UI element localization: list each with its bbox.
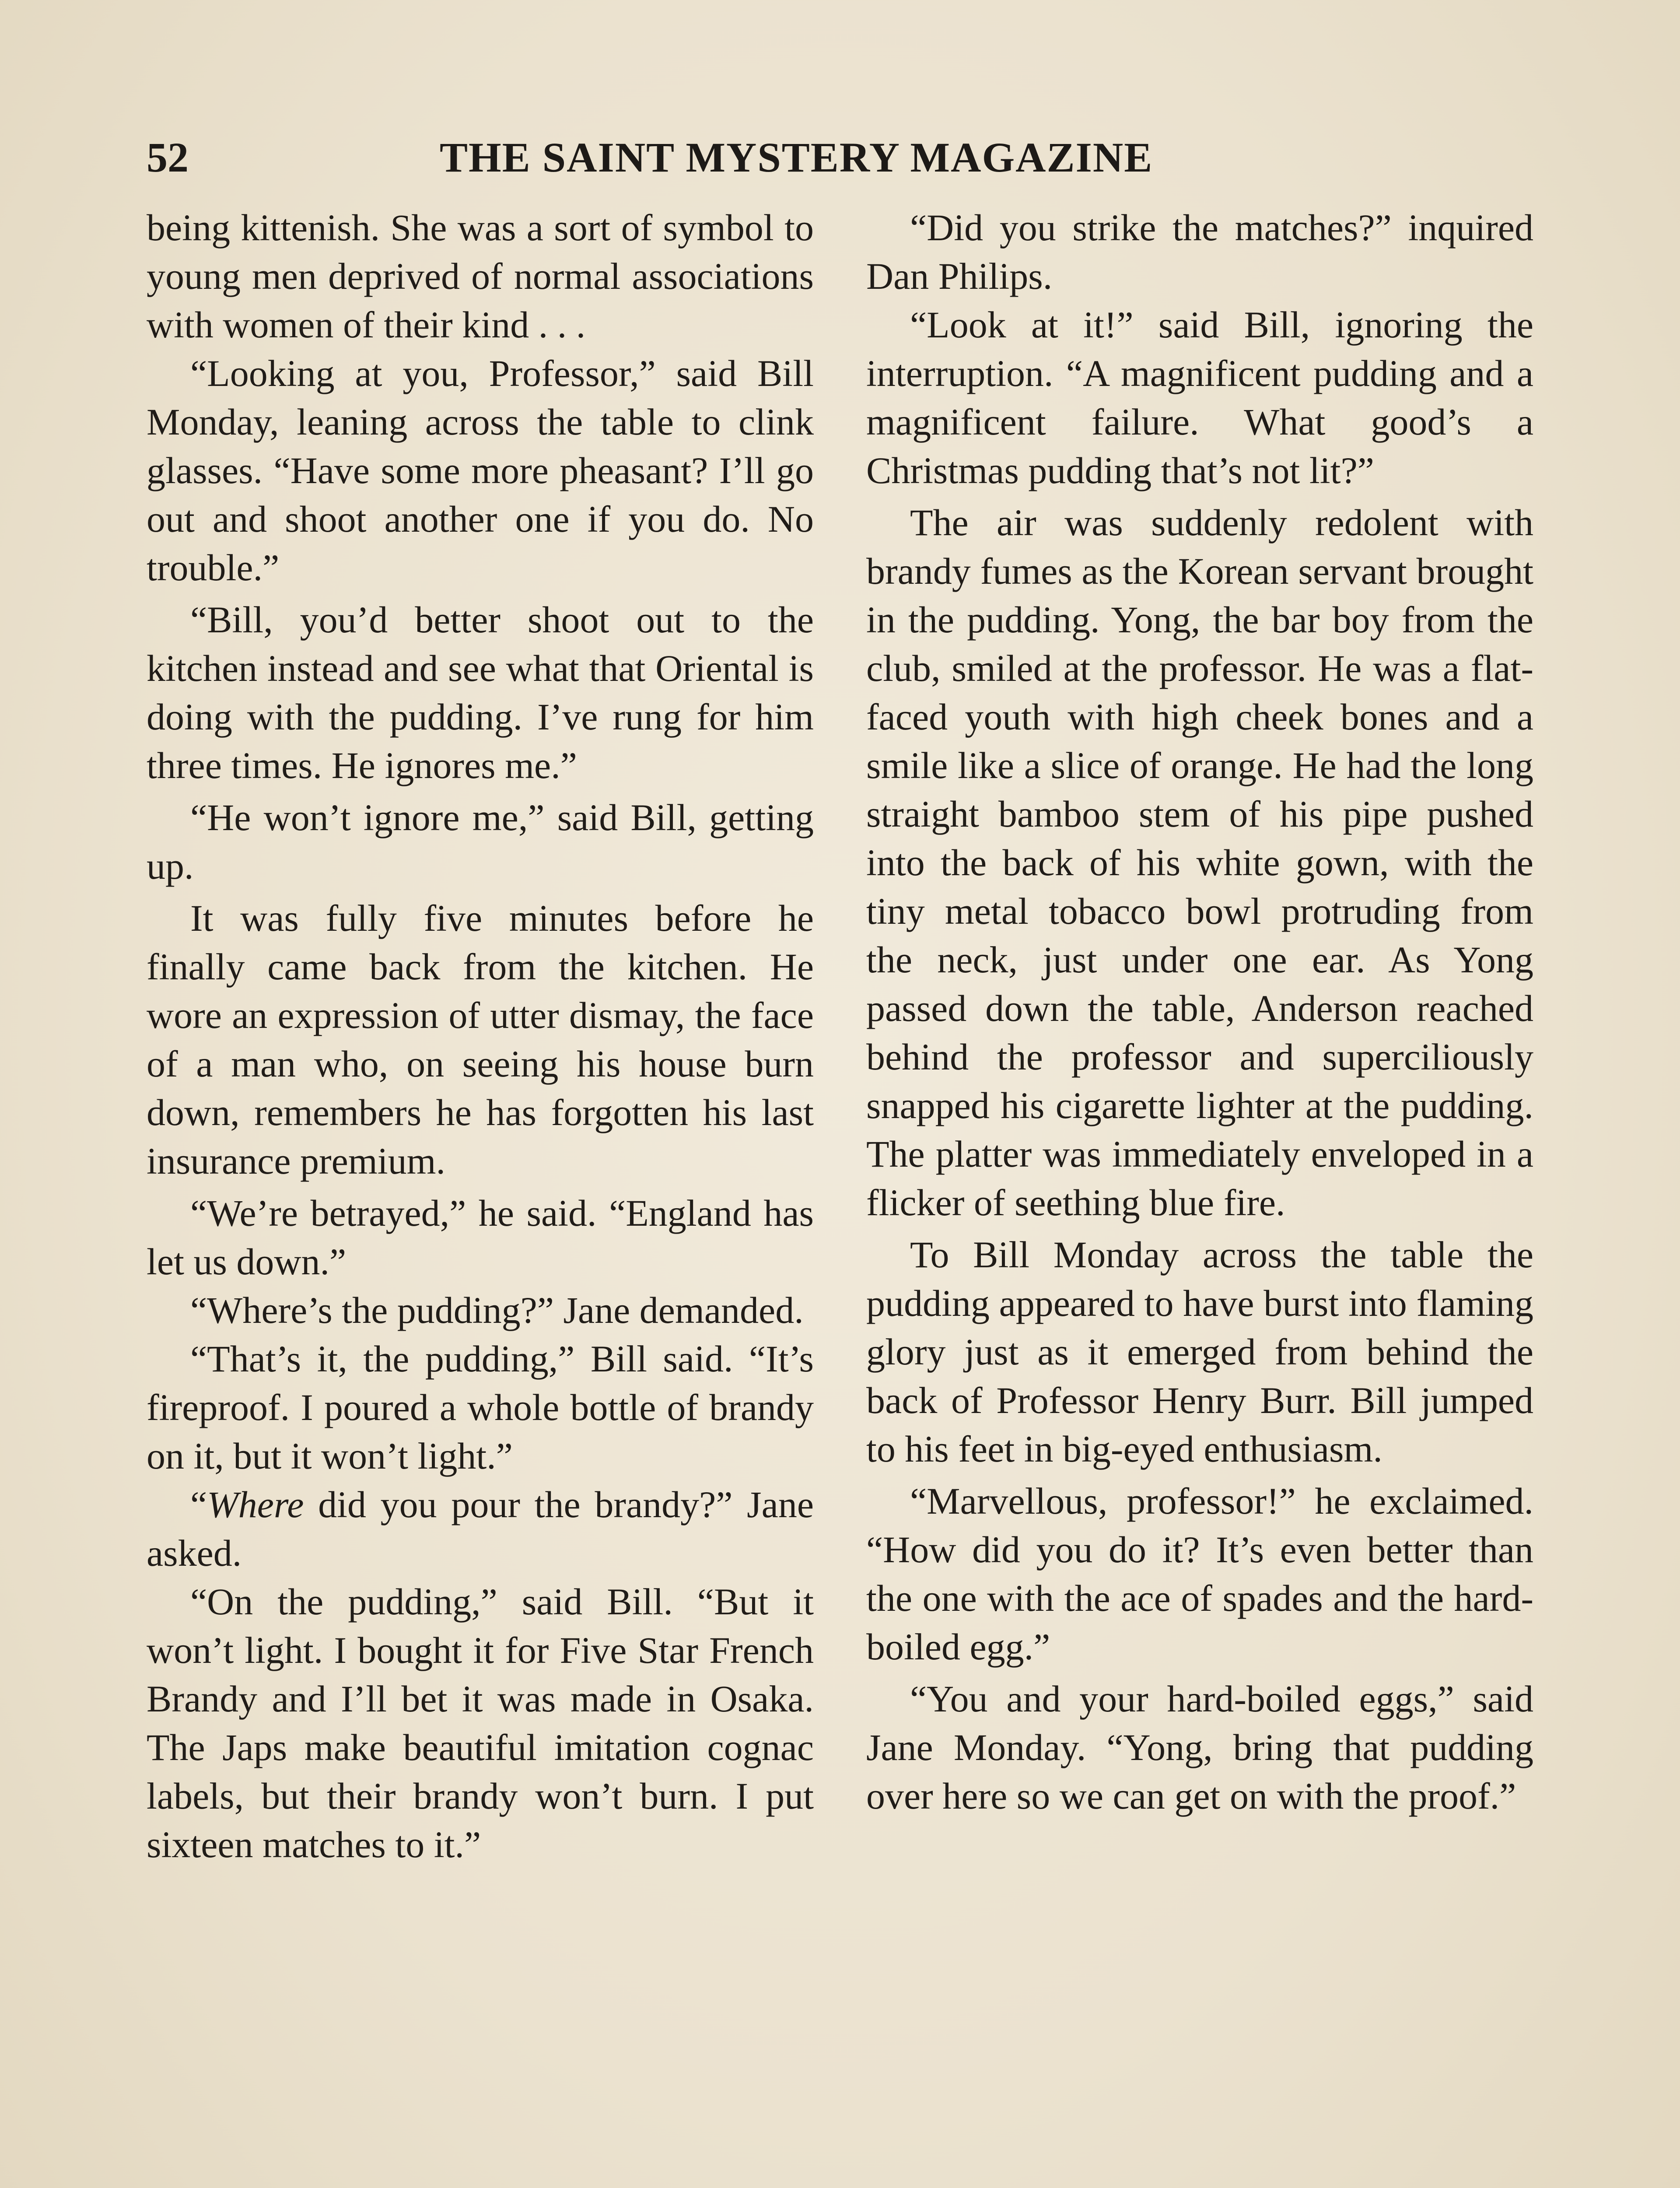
paragraph-left-2: “Looking at you, Professor,” said Bill Monday, leaning across the table to clink glasses. “Have some more pheasant? I’ll go out and shoot another one if you do. No trouble.” bbox=[147, 352, 814, 589]
paragraph-left-10: “On the pudding,” said Bill. “But it won’t light. I bought it for Five Star French Brandy and I’ll bet it was made in Osaka. The Japs make beautiful imitation cognac labels, but their brandy won’t burn. I put sixteen matches to it.” bbox=[147, 1581, 814, 1865]
paragraph-right-4: To Bill Monday across the table the pudding appeared to have burst into flaming glory just as it emerged from behind the back of Professor Henry Burr. Bill jumped to his feet in big-eyed enthusiasm. bbox=[866, 1234, 1533, 1470]
paragraph-right-6: “You and your hard-boiled eggs,” said Jane Monday. “Yong, bring that pudding over here so we can get on with the proof.” bbox=[866, 1678, 1533, 1817]
emphasized-word: Where bbox=[207, 1483, 304, 1525]
paragraph-left-9 bbox=[147, 1480, 814, 1578]
magazine-title: THE SAINT MYSTERY MAGAZINE bbox=[440, 134, 1153, 181]
paragraph-left-6: “We’re betrayed,” he said. “England has let us down.” bbox=[147, 1192, 814, 1283]
paragraph-left-8: “That’s it, the pudding,” Bill said. “It’s fireproof. I poured a whole bottle of brandy on it, but it won’t light.” bbox=[147, 1338, 814, 1477]
quote-open: “ bbox=[190, 1483, 207, 1525]
paragraph-left-3: “Bill, you’d better shoot out to the kitchen instead and see what that Oriental is doing with the pudding. I’ve rung for him three times. He ignores me.” bbox=[147, 599, 814, 786]
paragraph-right-5: “Marvellous, professor!” he exclaimed. “How did you do it? It’s even better than the one with the ace of spades and the hard-boiled egg.” bbox=[866, 1480, 1533, 1668]
paragraph-left-4: “He won’t ignore me,” said Bill, getting up. bbox=[147, 796, 814, 887]
paragraph-left-5: It was fully five minutes before he finally came back from the kitchen. He wore an expression of utter dismay, the face of a man who, on seeing his house burn down, remembers he has forgotten his last insurance premium. bbox=[147, 897, 814, 1182]
paragraph-right-3: The air was suddenly redolent with brandy fumes as the Korean servant brought in the pudding. Yong, the bar boy from the club, smiled at the professor. He was a flat-faced youth with high cheek bones and a smile like a slice of orange. He had the long straight bamboo stem of his pipe pushed into the back of his white gown, with the tiny metal tobacco bowl protruding from the neck, just under one ear. As Yong passed down the table, Anderson reached behind the professor and superciliously snapped his cigarette lighter at the pudding. The platter was immediately enveloped in a flicker of seething blue fire. bbox=[866, 501, 1533, 1224]
paragraph-left-9-rest: did you pour the brandy?” Jane asked. bbox=[147, 1483, 814, 1574]
paragraph-right-2: “Look at it!” said Bill, ignoring the interruption. “A magnificent pudding and a magnificent failure. What good’s a Christmas pudding that’s not lit?” bbox=[866, 304, 1533, 491]
page-header bbox=[147, 129, 1236, 186]
right-text-column bbox=[866, 203, 1533, 1820]
paragraph-left-7: “Where’s the pudding?” Jane demanded. bbox=[190, 1289, 804, 1331]
page-number: 52 bbox=[147, 134, 189, 181]
paragraph-left-1: being kittenish. She was a sort of symbol to young men deprived of normal associations with women of their kind . . . bbox=[147, 207, 814, 346]
left-text-column bbox=[147, 203, 814, 1869]
paragraph-right-1: “Did you strike the matches?” inquired Dan Philips. bbox=[866, 207, 1533, 297]
